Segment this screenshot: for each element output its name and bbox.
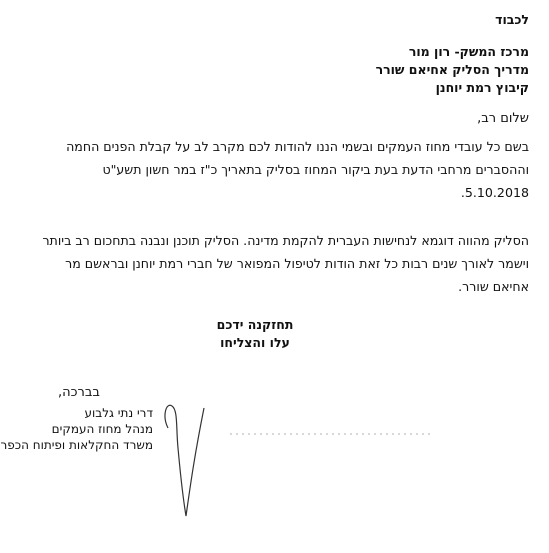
recipient-line-1: מרכז המשק- רון מור bbox=[408, 44, 529, 59]
paragraph2-line-3: אחיאם שורר. bbox=[458, 279, 529, 294]
paragraph1-line-3: 5.10.2018. bbox=[460, 185, 529, 200]
signature-org: משרד החקלאות ופיתוח הכפר bbox=[0, 438, 153, 452]
recipient-line-3: קיבוץ רמת יוחנן bbox=[435, 80, 529, 95]
handwritten-signature bbox=[160, 388, 220, 518]
paragraph2-line-1: הסליק מהווה דוגמא לנחישות העברית להקמת מדינה. הסליק תוכנן ונבנה בתחכום רב ביותר bbox=[42, 233, 529, 248]
recipient-line-2: מדריך הסליק אחיאם שורר bbox=[375, 62, 529, 77]
closing-line-2: עלו והצליחו bbox=[220, 335, 290, 350]
signature-name: דרי נתי גלבוע bbox=[84, 406, 153, 420]
closing-line-1: תחזקנה ידכם bbox=[216, 317, 294, 332]
greeting: שלום רב, bbox=[477, 111, 529, 126]
faint-dotted-mark bbox=[230, 428, 430, 440]
paragraph2-line-2: וישמר לאורך שנים רבות כל זאת הודות לטיפול המפואר של חברי רמת יוחנן ובראשם מר bbox=[65, 256, 529, 271]
paragraph1-line-2: וההסברים מרחבי הדעת בעת ביקור המחוז בסליק בתאריך כ"ז במר חשון תשע"ט bbox=[102, 162, 529, 177]
paragraph1-line-1: בשם כל עובדי מחוז העמקים ובשמי הננו להודות לכם מקרב לב על קבלת הפנים החמה bbox=[66, 139, 529, 154]
signature-title: מנהל מחוז העמקים bbox=[51, 422, 153, 436]
salutation-to: לכבוד bbox=[495, 12, 529, 27]
signature-regards: בברכה, bbox=[58, 385, 100, 400]
